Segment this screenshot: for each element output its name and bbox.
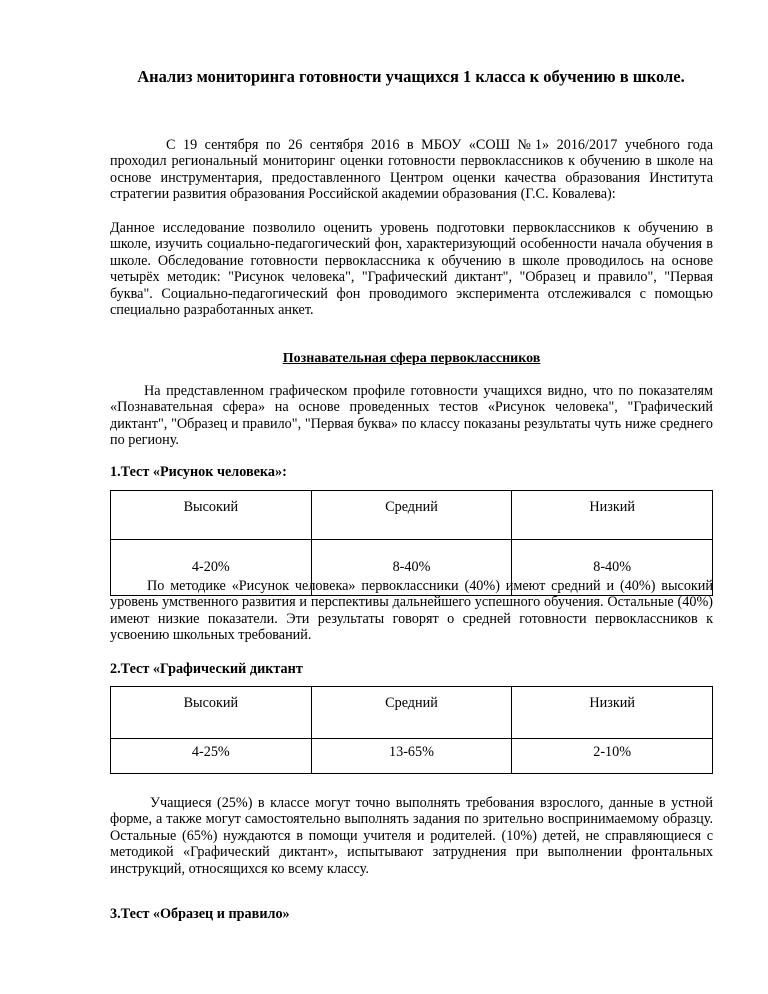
test2-heading: 2.Тест «Графический диктант xyxy=(110,661,303,677)
header-cell-medium: Средний xyxy=(311,491,512,540)
section-paragraph xyxy=(110,383,713,449)
section-text: На представленном графическом профиле готовности учащихся видно, что по показателям «Познавательная сфера» на основе проведенных тестов «Рисунок человека", "Графический диктант", "Образец и правило", "Первая буква» по классу показаны результаты чуть ниже среднего по региону. xyxy=(110,383,713,449)
table-row xyxy=(111,739,713,774)
value-cell-low: 8-40% xyxy=(512,540,713,596)
table-header-row xyxy=(111,687,713,739)
test1-paragraph xyxy=(110,578,713,644)
intro-paragraph-1 xyxy=(110,137,713,203)
value-cell-medium: 8-40% xyxy=(311,540,512,596)
intro-text-1: С 19 сентября по 26 сентября 2016 в МБОУ «СОШ №1» 2016/2017 учебного года проходил региональный мониторинг оценки готовности первоклассников к обучению в школе на основе инструментария, предоставленного Центром оценки качества образования Института стратегии развития образования Российской академии образования (Г.С. Ковалева): xyxy=(110,137,713,203)
header-cell-low: Низкий xyxy=(512,491,713,540)
test2-paragraph xyxy=(110,795,713,877)
header-cell-low: Низкий xyxy=(512,687,713,739)
test3-heading: 3.Тест «Образец и правило» xyxy=(110,906,290,922)
test2-table xyxy=(110,686,713,774)
header-cell-high: Высокий xyxy=(111,491,312,540)
value-cell-high: 4-20% xyxy=(111,540,312,596)
test2-text: Учащиеся (25%) в классе могут точно выполнять требования взрослого, данные в устной форме, а также могут самостоятельно выполнять задания по зрительно воспринимаемому образцу. Остальные (65%) нуждаются в помощи учителя и родителей. (10%) детей, не справляющиеся с методикой «Графический диктант», испытывают затруднения при выполнении фронтальных инструкций, относящихся ко всему классу. xyxy=(110,795,713,877)
value-cell-medium: 13-65% xyxy=(311,739,512,774)
test1-text: По методике «Рисунок человека» первоклассники (40%) имеют средний и (40%) высокий уровень умственного развития и перспективы дальнейшего успешного обучения. Остальные (40%) имеют низкие показатели. Эти результаты говорят о средней готовности первоклассников к усвоению школьных требований. xyxy=(110,578,713,644)
table-header-row xyxy=(111,491,713,540)
intro-paragraph-2: Данное исследование позволило оценить уровень подготовки первоклассников к обучению в школе, изучить социально-педагогический фон, характеризующий особенности начала обучения в школе. Обследование готовности первоклассника к обучению в школе проводилось на основе четырёх методик: "Рисунок человека", "Графический диктант", "Образец и правило", "Первая буква". Социально-педагогический фон проводимого эксперимента отслеживался с помощью специально разработанных анкет. xyxy=(110,220,713,319)
document-title: Анализ мониторинга готовности учащихся 1 класса к обучению в школе. xyxy=(137,67,685,86)
section-heading: Познавательная сфера первоклассников xyxy=(282,351,541,366)
header-cell-medium: Средний xyxy=(311,687,512,739)
value-cell-high: 4-25% xyxy=(111,739,312,774)
value-cell-low: 2-10% xyxy=(512,739,713,774)
header-cell-high: Высокий xyxy=(111,687,312,739)
test1-heading: 1.Тест «Рисунок человека»: xyxy=(110,464,287,480)
